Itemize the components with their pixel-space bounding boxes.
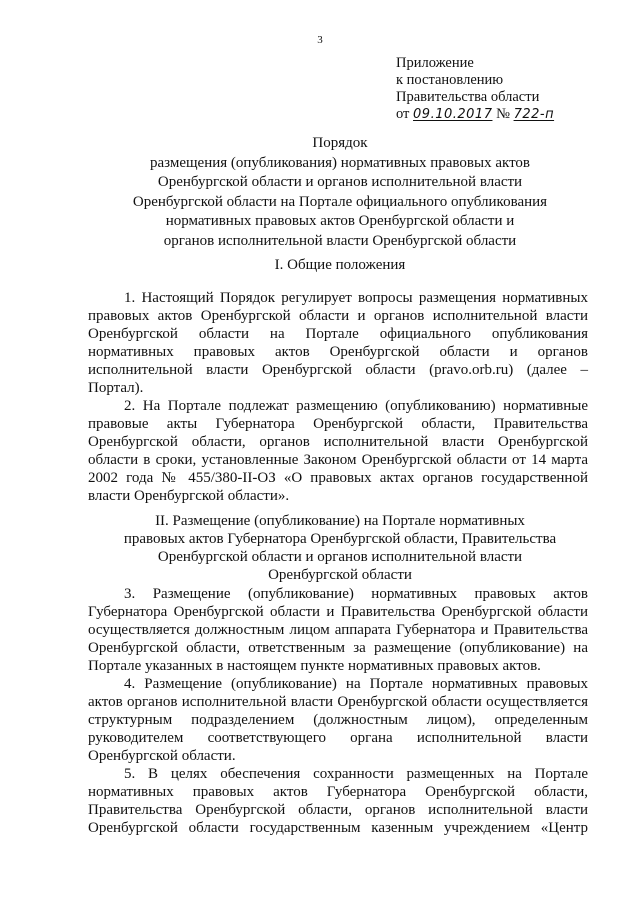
paragraph-line: осуществляется должностным лицом аппарата Губернатора и Правительства [88, 622, 588, 638]
appendix-issuer: Правительства области [396, 89, 540, 105]
appendix-block [396, 55, 616, 123]
paragraph-line: руководителем соответствующего органа исполнительной власти [88, 730, 588, 746]
appendix-date-number [396, 106, 616, 123]
title-line: Порядок [312, 135, 368, 151]
date-prefix: от [396, 106, 410, 122]
section-heading-line: Оренбургской области и органов исполнительной власти [157, 549, 523, 565]
section-1-heading [60, 256, 620, 274]
paragraph-line: Оренбургской области, органов исполнительной власти Оренбургской [88, 434, 588, 450]
document-title [60, 134, 620, 251]
paragraph-line: Портал). [88, 380, 144, 396]
paragraph-2 [88, 397, 588, 505]
section-heading-line: II. Размещение (опубликование) на Портале нормативных [155, 513, 525, 529]
page-number: 3 [317, 34, 323, 46]
paragraph-line: структурным подразделением (должностным лицом), определенным [88, 712, 588, 728]
paragraph-line: власти Оренбургской области». [88, 488, 290, 504]
paragraph-3 [88, 585, 588, 675]
paragraph-line: 2. На Портале подлежат размещению (опубликованию) нормативные [124, 398, 588, 414]
paragraph-line: правовых актов Оренбургской области и органов исполнительной власти [88, 308, 588, 324]
paragraph-line: исполнительной власти Оренбургской области (pravo.orb.ru) (далее – [88, 362, 588, 378]
paragraph-line: актов органов исполнительной власти Оренбургской области осуществляется [88, 694, 588, 710]
title-line: Оренбургской области и органов исполнительной власти [157, 174, 523, 190]
paragraph-line: правовые акты Губернатора Оренбургской области, Правительства [88, 416, 588, 432]
paragraph-line: Правительства Оренбургской области, органов исполнительной власти [88, 802, 588, 818]
appendix-reference: к постановлению [396, 72, 504, 88]
handwritten-date: 09.10.2017 [413, 107, 493, 122]
paragraph-1 [88, 289, 588, 397]
paragraph-line: 2002 года № 455/380-II-ОЗ «О правовых актах органов государственной [88, 470, 588, 486]
paragraph-line: Губернатора Оренбургской области и Правительства Оренбургской области [88, 604, 588, 620]
paragraph-line: нормативных правовых актов Губернатора Оренбургской области, [88, 784, 588, 800]
section-heading-line: Оренбургской области [268, 567, 412, 583]
number-prefix: № [496, 106, 510, 122]
paragraph-line: нормативных правовых актов Оренбургской области и органов [88, 344, 588, 360]
paragraph-line: Оренбургской области государственным казенным учреждением «Центр [88, 820, 588, 836]
paragraph-line: 4. Размещение (опубликование) на Портале нормативных правовых [124, 676, 588, 692]
handwritten-number: 722-п [513, 107, 555, 122]
appendix-title: Приложение [396, 55, 474, 71]
section-heading-line: I. Общие положения [274, 257, 406, 273]
title-line: размещения (опубликования) нормативных правовых актов [149, 154, 531, 171]
paragraph-line: 3. Размещение (опубликование) нормативных правовых актов [124, 586, 588, 602]
title-line: органов исполнительной власти Оренбургской области [163, 232, 517, 249]
paragraph-line: Оренбургской области на Портале официального опубликования [88, 326, 588, 342]
paragraph-4 [88, 675, 588, 765]
paragraph-line: Оренбургской области, ответственным за размещение (опубликование) на [88, 640, 588, 656]
section-heading-line: правовых актов Губернатора Оренбургской области, Правительства [123, 531, 557, 547]
paragraph-line: 5. В целях обеспечения сохранности размещенных на Портале [124, 766, 588, 782]
section-2-heading [60, 512, 620, 584]
paragraph-line: области в сроки, установленные Законом Оренбургской области от 14 марта [88, 452, 588, 468]
paragraph-5 [88, 765, 588, 837]
paragraph-line: 1. Настоящий Порядок регулирует вопросы размещения нормативных [124, 290, 588, 306]
paragraph-line: Портале указанных в настоящем пункте нормативных правовых актов. [88, 658, 541, 674]
title-line: нормативных правовых актов Оренбургской области и [165, 213, 515, 229]
paragraph-line: Оренбургской области. [88, 748, 236, 764]
title-line: Оренбургской области на Портале официального опубликования [132, 193, 548, 210]
